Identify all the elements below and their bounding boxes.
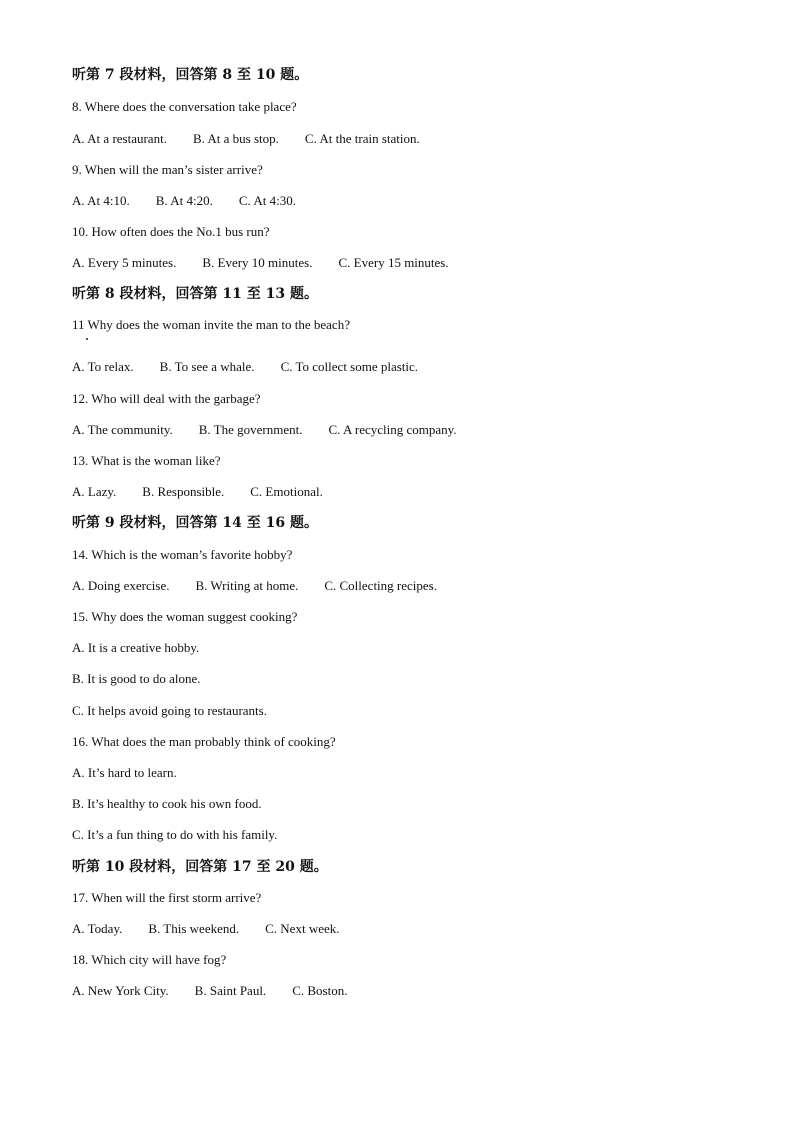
option-b: B. Every 10 minutes. bbox=[202, 255, 313, 270]
option-a: A. At 4:10. bbox=[72, 193, 130, 208]
option-b: B. At a bus stop. bbox=[192, 131, 279, 146]
options-18 bbox=[72, 983, 347, 999]
option-c: C. Every 15 minutes. bbox=[338, 255, 449, 270]
section-heading: 听第 7 段材料，回答第 8 至 10 题。 bbox=[72, 67, 309, 83]
options-8 bbox=[72, 131, 420, 147]
options-12 bbox=[72, 422, 457, 438]
option-a: A. New York City. bbox=[72, 983, 169, 998]
option-a: A. Doing exercise. bbox=[72, 578, 170, 593]
option-c: C. Emotional. bbox=[250, 484, 323, 499]
option-c: C. It’s a fun thing to do with his family. bbox=[72, 827, 278, 842]
option-a: A. It is a creative hobby. bbox=[72, 640, 200, 655]
option-a: A. It’s hard to learn. bbox=[72, 765, 177, 780]
option-b: B. To see a whale. bbox=[159, 359, 255, 374]
option-c: C. To collect some plastic. bbox=[280, 359, 419, 374]
option-a: A. Every 5 minutes. bbox=[72, 255, 177, 270]
options-11 bbox=[72, 359, 418, 375]
option-b: B. Responsible. bbox=[142, 484, 225, 499]
option-b: B. This weekend. bbox=[148, 921, 240, 936]
question-11: 11 Why does the woman invite the man to the beach? bbox=[72, 317, 350, 332]
stray-mark bbox=[86, 338, 88, 340]
options-9 bbox=[72, 193, 296, 209]
question-14: 14. Which is the woman’s favorite hobby? bbox=[72, 547, 293, 562]
option-a: A. To relax. bbox=[72, 359, 134, 374]
option-c: C. At the train station. bbox=[304, 131, 420, 146]
question-15: 15. Why does the woman suggest cooking? bbox=[72, 609, 298, 624]
option-c: C. Boston. bbox=[292, 983, 348, 998]
option-c: C. It helps avoid going to restaurants. bbox=[72, 703, 267, 718]
option-c: C. Next week. bbox=[265, 921, 340, 936]
option-b: B. At 4:20. bbox=[155, 193, 213, 208]
question-12: 12. Who will deal with the garbage? bbox=[72, 391, 261, 406]
options-14 bbox=[72, 578, 437, 594]
option-c: C. At 4:30. bbox=[238, 193, 296, 208]
section-heading: 听第 10 段材料，回答第 17 至 20 题。 bbox=[72, 859, 328, 875]
question-16: 16. What does the man probably think of cooking? bbox=[72, 734, 336, 749]
question-17: 17. When will the first storm arrive? bbox=[72, 890, 262, 905]
option-a: A. At a restaurant. bbox=[72, 131, 167, 146]
option-a: A. Lazy. bbox=[72, 484, 117, 499]
option-b: B. Writing at home. bbox=[195, 578, 299, 593]
question-18: 18. Which city will have fog? bbox=[72, 952, 227, 967]
option-b: B. It’s healthy to cook his own food. bbox=[72, 796, 262, 811]
option-c: C. A recycling company. bbox=[328, 422, 457, 437]
option-c: C. Collecting recipes. bbox=[324, 578, 437, 593]
question-9: 9. When will the man’s sister arrive? bbox=[72, 162, 263, 177]
question-13: 13. What is the woman like? bbox=[72, 453, 221, 468]
section-heading: 听第 9 段材料，回答第 14 至 16 题。 bbox=[72, 515, 318, 531]
options-13 bbox=[72, 484, 323, 500]
question-8: 8. Where does the conversation take place? bbox=[72, 99, 297, 114]
option-b: B. The government. bbox=[198, 422, 303, 437]
question-10: 10. How often does the No.1 bus run? bbox=[72, 224, 270, 239]
option-b: B. Saint Paul. bbox=[194, 983, 267, 998]
option-b: B. It is good to do alone. bbox=[72, 671, 201, 686]
options-10 bbox=[72, 255, 449, 271]
option-a: A. Today. bbox=[72, 921, 123, 936]
section-heading: 听第 8 段材料，回答第 11 至 13 题。 bbox=[72, 286, 318, 302]
options-17 bbox=[72, 921, 340, 937]
option-a: A. The community. bbox=[72, 422, 173, 437]
